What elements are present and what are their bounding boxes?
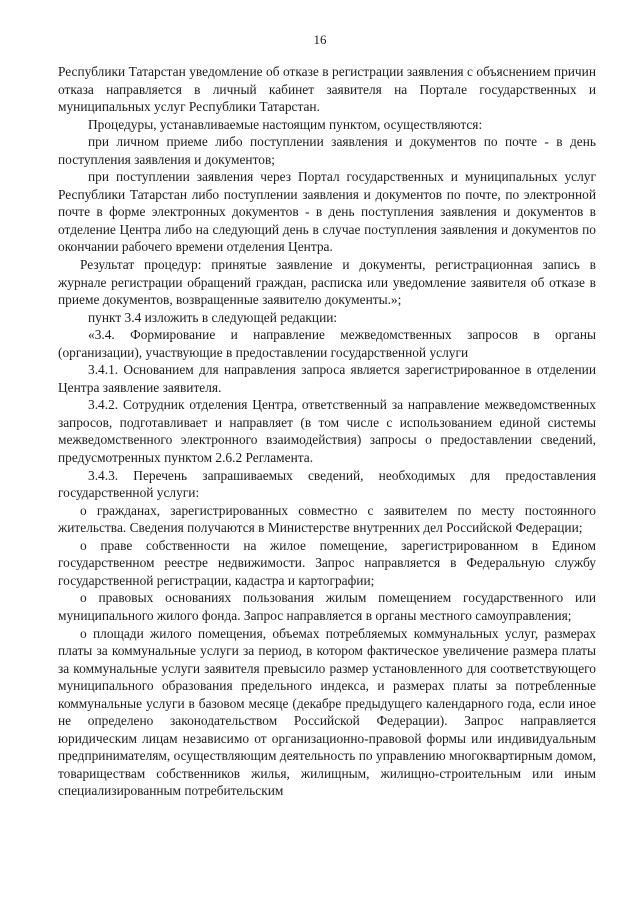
paragraph: Результат процедур: принятые заявление и документы, регистрационная запись в журнале регистрации обращений граждан, расписка или уведомление заявителя об отказе в приеме документов, возвращенные заявителю документы.»; [58, 257, 596, 308]
paragraph: Республики Татарстан уведомление об отказе в регистрации заявления с объяснением причин отказа направляется в личный кабинет заявителя на Портале государственных и муниципальных услуг Республики Татарстан. [58, 64, 596, 115]
paragraph: о гражданах, зарегистрированных совместно с заявителем по месту постоянного жительства. Сведения получаются в Министерстве внутренних дел Российской Федерации; [58, 502, 596, 536]
paragraph: пункт 3.4 изложить в следующей редакции: [88, 309, 338, 325]
paragraph: о праве собственности на жилое помещение, зарегистрированном в Едином государственном реестре недвижимости. Запрос направляется в Федеральную службу государственной регистрации, кадастра и картографии; [58, 537, 596, 588]
paragraph: «3.4. Формирование и направление межведомственных запросов в органы (организации), участвующие в предоставлении государственной услуги [58, 327, 596, 360]
paragraph: при поступлении заявления через Портал государственных и муниципальных услуг Республики Татарстан либо поступлении заявления и документов по почте, по электронной почте в форме электронных документов - в день поступления заявления и документов в отделение Центра либо на следующий день в случае поступления заявления и документов по окончании рабочего времени отделения Центра. [58, 169, 596, 255]
document-body [58, 63, 596, 800]
page-number: 16 [313, 32, 327, 47]
paragraph: 3.4.1. Основанием для направления запроса является зарегистрированное в отделении Центра заявление заявителя. [58, 362, 596, 395]
paragraph: 3.4.2. Сотрудник отделения Центра, ответственный за направление межведомственных запросов, подготавливает и направляет (в том числе с использованием единой системы межведомственного электронного взаимодействия) запросы о предоставлении сведений, предусмотренных пунктом 2.6.2 Регламента. [58, 397, 596, 466]
paragraph: при личном приеме либо поступлении заявления и документов по почте - в день поступления заявления и документов; [58, 134, 596, 167]
paragraph: 3.4.3. Перечень запрашиваемых сведений, необходимых для предоставления государственной услуги: [58, 467, 596, 501]
paragraph: Процедуры, устанавливаемые настоящим пунктом, осуществляются: [88, 116, 483, 132]
paragraph: о правовых основаниях пользования жилым помещением государственного или муниципального жилого фонда. Запрос направляется в органы местного самоуправления; [58, 590, 596, 623]
paragraph: о площади жилого помещения, объемах потребляемых коммунальных услуг, размерах платы за коммунальные услуги за период, в котором фактическое увеличение размера платы за коммунальные услуги заявителя превысило размер установленного для соответствующего муниципального образования предельного индекса, и размерах платы за потребленные коммунальные услуги в базовом месяце (декабре предыдущего календарного года, если иное не определено законодательством Российской Федерации). Запрос направляется юридическим лицам независимо от организационно-правовой формы или индивидуальным предпринимателям, осуществляющим деятельность по управлению многоквартирным домом, товариществам собственников жилья, жилищным, жилищно-строительным или иным специализированным потребительским [58, 625, 596, 799]
